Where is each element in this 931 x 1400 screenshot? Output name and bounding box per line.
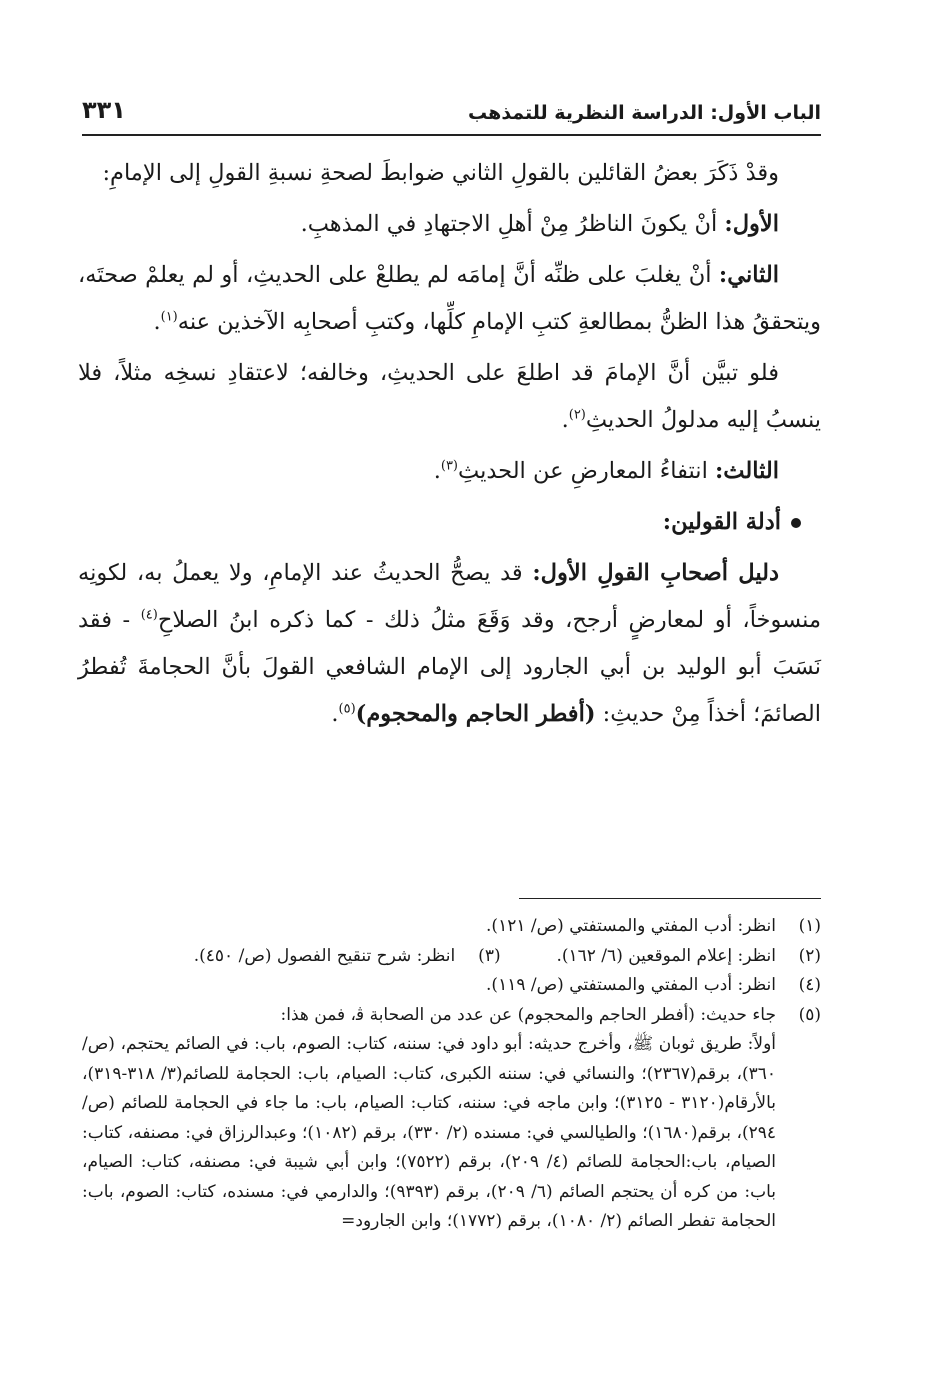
footnote-1 xyxy=(82,912,821,942)
footnote-5 xyxy=(82,1001,821,1031)
condition-third-label: الثالث: xyxy=(714,458,779,484)
condition-first-text: أنْ يكونَ الناظرُ مِنْ أهلِ الاجتهادِ في المذهبِ. xyxy=(300,211,718,237)
main-text xyxy=(78,150,821,742)
footnote-ref-4[interactable]: (٤) xyxy=(140,607,158,623)
footnote-5-body xyxy=(82,1030,821,1237)
condition-second-text: أنْ يغلبَ على ظنِّه أنَّ إمامَه لم يطلعْ على الحديثِ، أو لم يعلمْ صحتَه، ويتحققُ هذا الظنُّ بمطالعةِ كتبِ الإمامِ كلِّها، وكتبِ أصحابِه الآخذين عنه xyxy=(78,262,821,335)
condition-second-label: الثاني: xyxy=(718,262,779,288)
footnote-2-3 xyxy=(82,942,821,972)
evidence-paragraph xyxy=(78,550,821,738)
running-header xyxy=(82,94,821,136)
condition-second xyxy=(78,252,821,346)
footnote-1-text: انظر: أدب المفتي والمستفتي (ص/ ١٢١). xyxy=(486,916,776,936)
footnote-4-number: (٤) xyxy=(798,975,821,995)
evidence-heading-text: أدلة القولين: xyxy=(662,509,781,535)
condition-first xyxy=(78,201,821,248)
evidence-text-1: قد يصحُّ الحديثُ عند الإمامِ، ولا يعملُ به، لكونِه منسوخاً، أو لمعارضٍ أرجح، وقد وَقَعَ مثلُ ذلك - كما ذكره ابنُ الصلاحِ xyxy=(78,560,821,633)
footnote-ref-5[interactable]: (٥) xyxy=(338,701,356,717)
evidence-label: دليل أصحابِ القولِ الأول: xyxy=(532,560,780,586)
footnotes xyxy=(82,912,821,1237)
footnote-4 xyxy=(82,971,821,1001)
paragraph-if xyxy=(78,350,821,444)
page-number: ٣٣١ xyxy=(82,96,126,124)
footnote-5-number: (٥) xyxy=(798,1004,821,1025)
hadith-quote: (أفطر الحاجم والمحجوم) xyxy=(355,701,596,727)
intro-paragraph: وقدْ ذَكَرَ بعضُ القائلين بالقولِ الثاني ضوابطَ لصحةِ نسبةِ القولِ إلى الإمامِ: xyxy=(102,160,779,186)
footnote-2-number: (٢) xyxy=(798,945,821,966)
condition-third-end: . xyxy=(433,458,441,484)
evidence-heading xyxy=(78,499,821,546)
footnote-2-text: انظر: إعلام الموقعين (٦/ ١٦٢). xyxy=(556,945,776,966)
footnote-3-number: (٣) xyxy=(478,945,501,966)
paragraph-if-text: فلو تبيَّن أنَّ الإمامَ قد اطلعَ على الحديثِ، وخالفه؛ لاعتقادِ نسخِه مثلاً، فلا ينسبُ إليه مدلولُ الحديثِ xyxy=(78,360,821,433)
footnote-4-text: انظر: أدب المفتي والمستفتي (ص/ ١١٩). xyxy=(486,975,776,995)
footnote-separator xyxy=(519,898,821,899)
bullet-icon xyxy=(791,518,801,528)
footnote-ref-3[interactable]: (٣) xyxy=(440,458,458,474)
condition-first-label: الأول: xyxy=(724,211,779,237)
footnote-5-text: جاء حديث: (أفطر الحاجم والمحجوم) عن عدد من الصحابة ﭬ، فمن هذا: xyxy=(280,1004,776,1025)
footnote-ref-1[interactable]: (١) xyxy=(160,309,178,325)
evidence-text-2: - فقد نَسَبَ أبو الوليد بن أبي الجارود إلى الإمام الشافعي القولَ بأنَّ الحجامةَ تُفطرُ الصائمَ؛ أخذاً مِنْ حديثِ: xyxy=(78,607,821,727)
footnote-5-body-text: أولاً: طريق ثوبان ﷺ، وأخرج حديثه: أبو داود في: سننه، كتاب: الصوم، باب: في الصائم يحتجم، (ص/ ٣٦٠)، برقم(٢٣٦٧)؛ والنسائي في: سننه الكبرى، كتاب: الصيام، باب: الحجامة للصائم(٣/ ٣١٨-٣١٩)، بالأرقام(٣١٢٠ - ٣١٢٥)؛ وابن ماجه في: سننه، كتاب: الصيام، باب: ما جاء في الحجامة للصائم (ص/ ٢٩٤)، برقم(١٦٨٠)؛ والطيالسي في: مسنده (٢/ ٣٣٠)، برقم (١٠٨٢)؛ وعبدالرزاق في: مصنفه، كتاب: الصيام، باب:الحجامة للصائم (٤/ ٢٠٩)، برقم (٧٥٢٢)؛ وابن أبي شيبة في: مصنفه، كتاب: الصيام، باب: من كره أن يحتجم الصائم (٦/ ٢٠٩)، برقم (٩٣٩٣)؛ والدارمي في: مسنده، كتاب: الصوم، باب: الحجامة تفطر الصائم (٢/ ١٠٨٠)، برقم (١٧٧٢)؛ وابن الجارود= xyxy=(82,1034,776,1231)
evidence-end: . xyxy=(331,701,339,727)
condition-third xyxy=(78,448,821,495)
chapter-title: الباب الأول: الدراسة النظرية للتمذهب xyxy=(468,102,821,124)
footnote-1-number: (١) xyxy=(798,916,821,936)
condition-second-end: . xyxy=(153,309,161,335)
condition-third-text: انتفاءُ المعارضِ عن الحديثِ xyxy=(458,458,708,484)
footnote-ref-2[interactable]: (٢) xyxy=(568,407,586,423)
footnote-3-text: انظر: شرح تنقيح الفصول (ص/ ٤٥٠). xyxy=(193,945,456,966)
paragraph-if-end: . xyxy=(561,407,569,433)
